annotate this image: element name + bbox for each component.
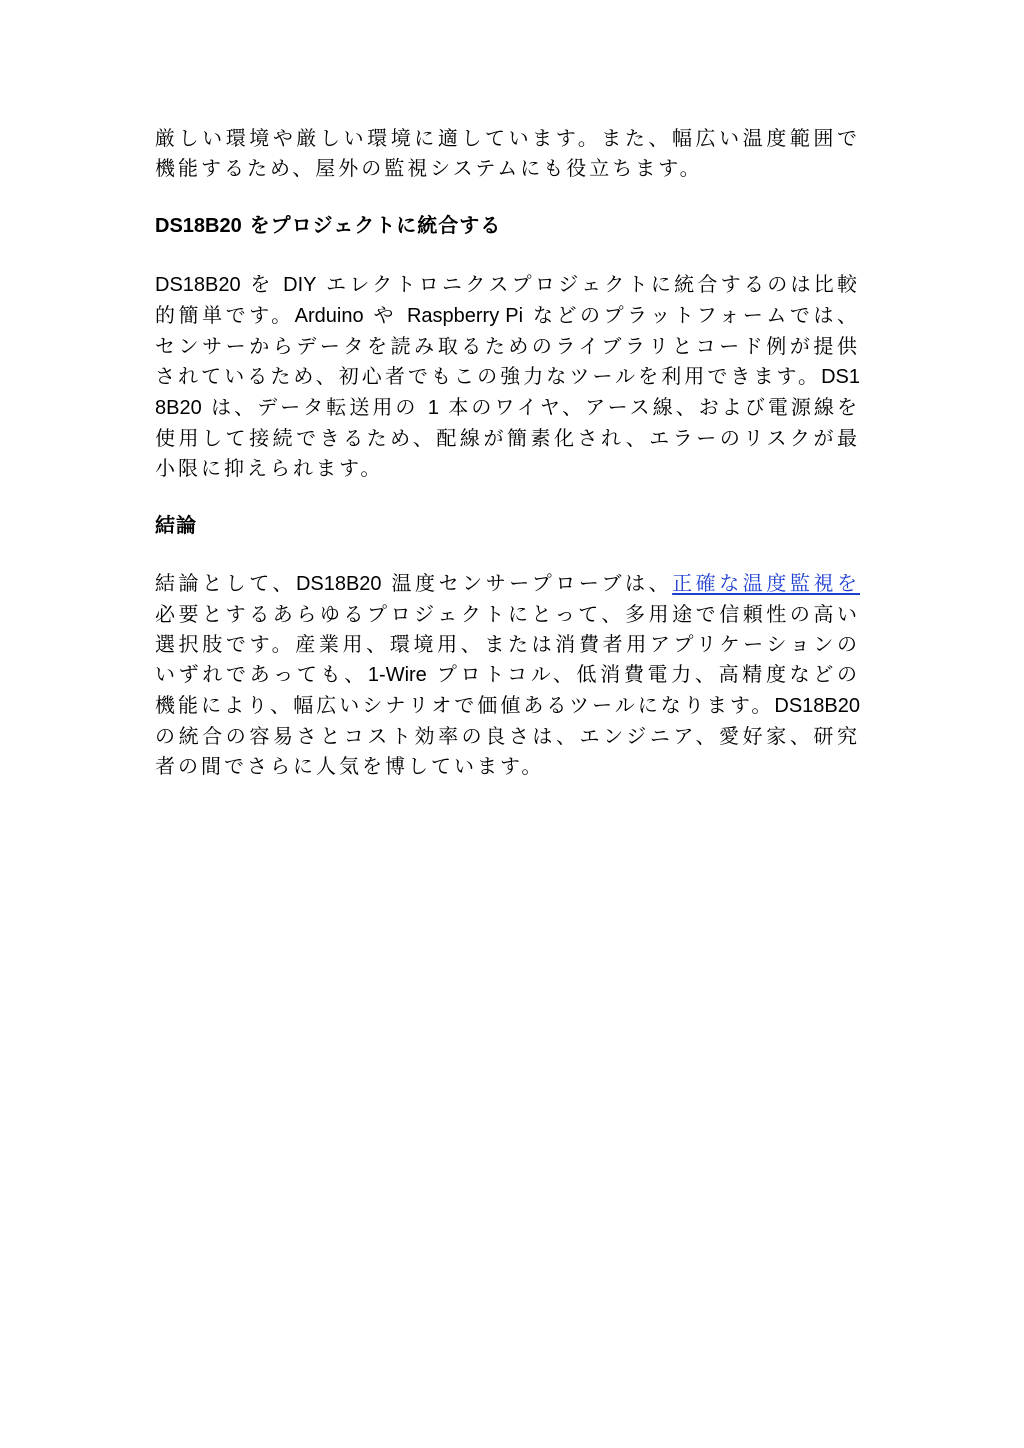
text-run: や — [363, 303, 407, 327]
accurate-temperature-monitoring-link[interactable]: 正確な温度監視を — [672, 571, 861, 595]
text-run: は、データ転送用の — [201, 395, 428, 419]
text-run: 結論として、 — [155, 571, 296, 595]
text-run: エレクトロニクスプロジェクトに統合するのは比較的簡単です。 — [155, 272, 861, 327]
text-run: を — [240, 272, 284, 296]
text-run: 温度センサープローブは、 — [381, 571, 673, 595]
intro-paragraph — [155, 123, 860, 183]
text-run: DS18B20 — [155, 366, 860, 419]
spacer — [155, 183, 860, 210]
text-run: プロトコル、低消費電力、高精度などの機能により、幅広いシナリオで価値あるツールになります。 — [155, 662, 860, 717]
text-run: 本のワイヤ、アース線、および電源線を使用して接続できるため、配線が簡素化され、エラーのリスクが最小限に抑えられます。 — [155, 395, 860, 480]
text-run: の統合の容易さとコスト効率の良さは、エンジニア、愛好家、研究者の間でさらに人気を博しています。 — [155, 724, 860, 778]
conclusion-paragraph — [155, 568, 860, 781]
heading-japanese-part: をプロジェクトに統合する — [241, 213, 502, 237]
text-run: DS18B20 — [774, 695, 860, 717]
spacer — [155, 540, 860, 568]
text-run: 1 — [427, 397, 439, 419]
text-run: DS18B20 — [295, 573, 382, 595]
integration-paragraph — [155, 269, 860, 483]
section-heading-integration — [155, 210, 860, 241]
text-run: 1-Wire — [367, 664, 427, 686]
text-run: Raspberry Pi — [406, 305, 524, 327]
text-run: Arduino — [294, 305, 364, 327]
text-run: DS18B20 — [155, 274, 241, 296]
intro-paragraph-text: 厳しい環境や厳しい環境に適しています。また、幅広い温度範囲で機能するため、屋外の監視システムにも役立ちます。 — [155, 126, 860, 180]
document-body — [155, 123, 860, 781]
spacer — [155, 483, 860, 510]
text-run: 必要とするあらゆるプロジェクトにとって、多用途で信頼性の高い選択肢です。産業用、環境用、または消費者用アプリケーションのいずれであっても、 — [155, 602, 860, 686]
text-run: などのプラットフォームでは、センサーからデータを読み取るためのライブラリとコード例が提供されているため、初心者でもこの強力なツールを利用できます。 — [155, 303, 861, 388]
spacer — [155, 241, 860, 269]
text-run: DIY — [283, 274, 317, 296]
heading-text: 結論 — [155, 513, 197, 537]
section-heading-conclusion — [155, 510, 860, 540]
heading-latin-part: DS18B20 — [155, 215, 242, 237]
